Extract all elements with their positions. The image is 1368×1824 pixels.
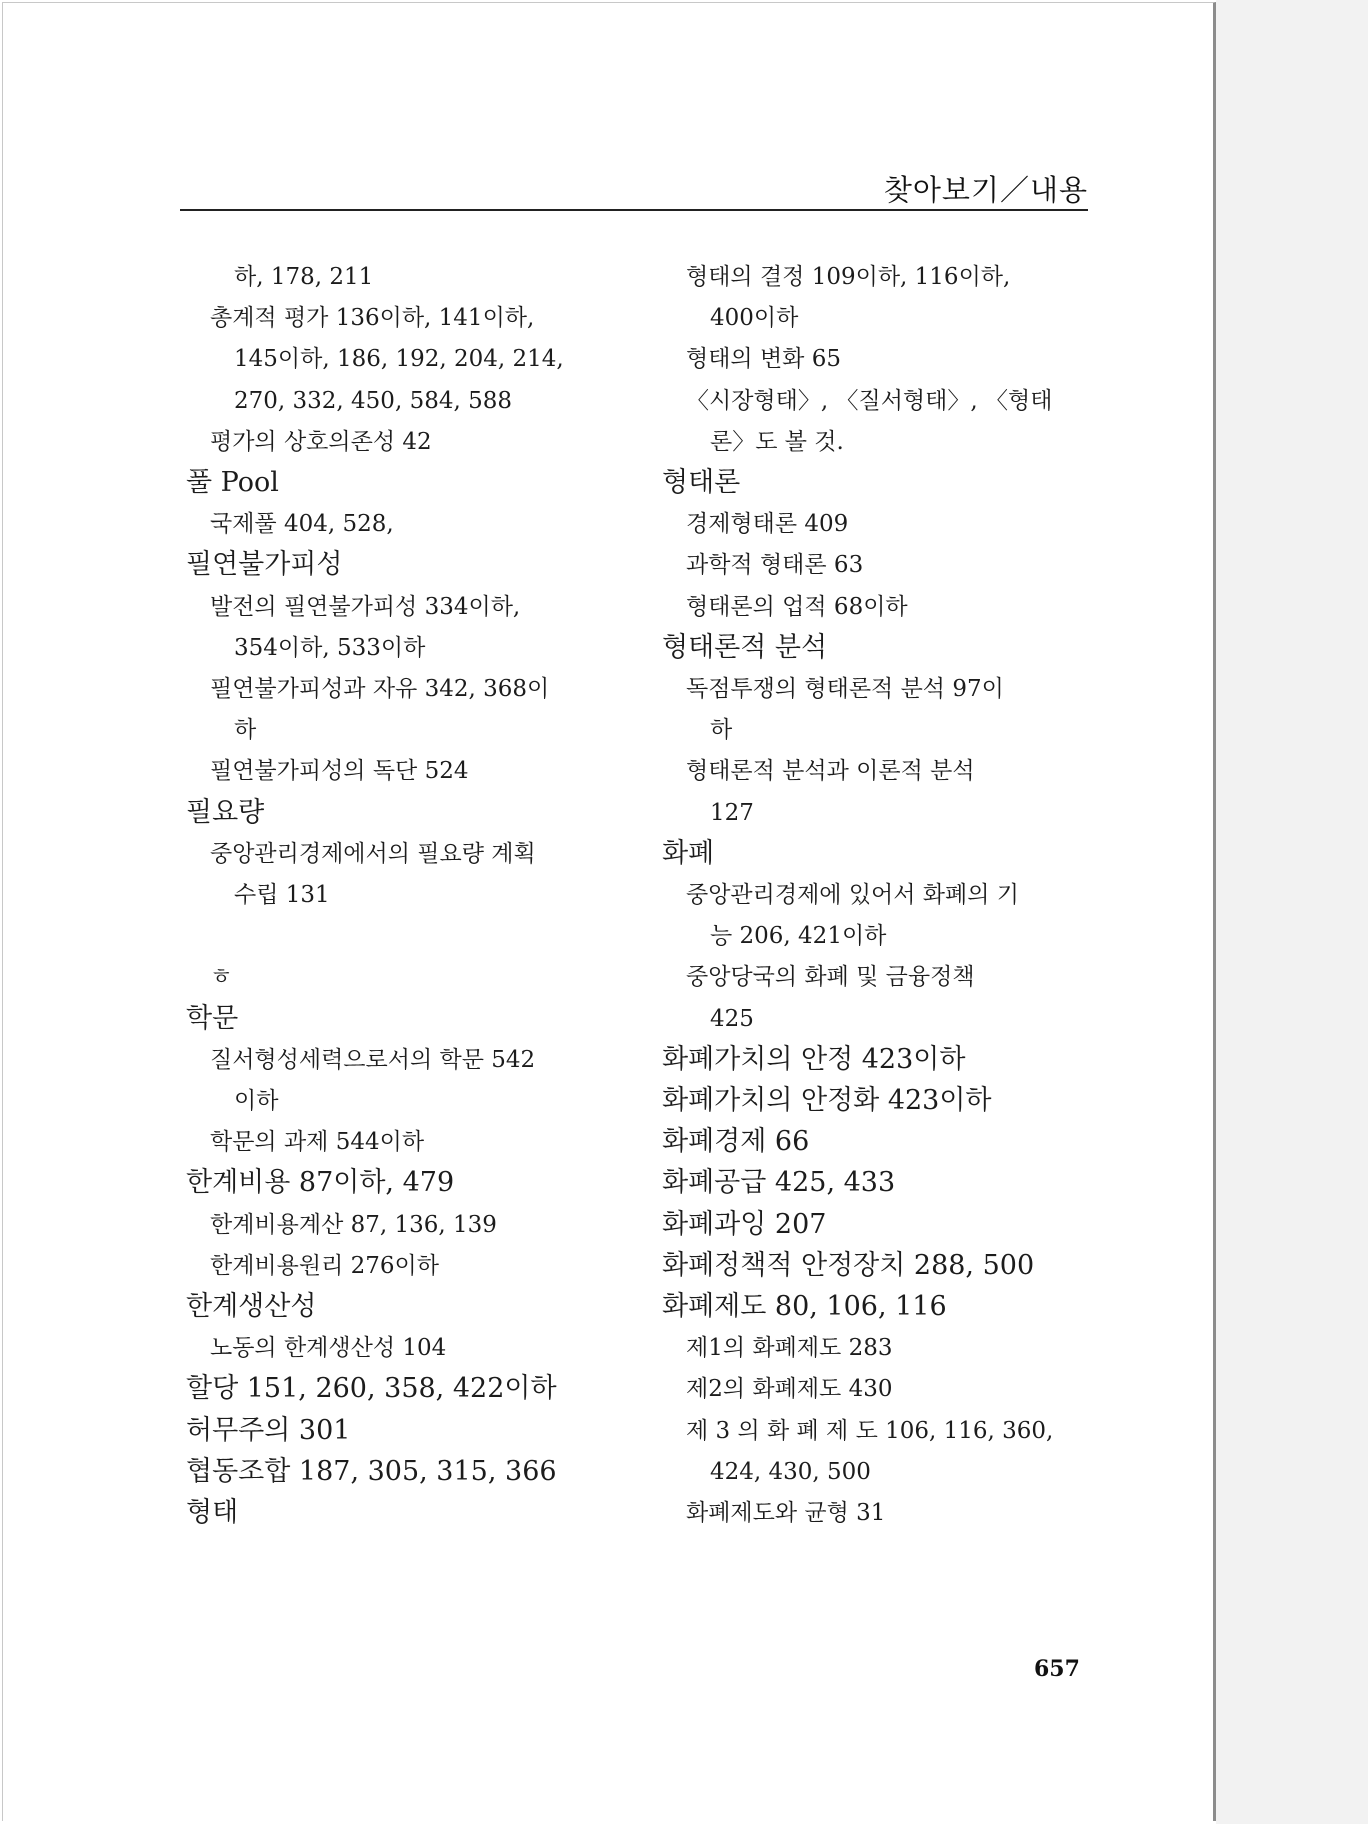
index-entry-heading: 형태론 <box>662 467 741 498</box>
index-subentry: 제 3 의 화 폐 제 도 106, 116, 360, <box>686 1418 1054 1444</box>
index-entry-continuation: 354이하, 533이하 <box>234 635 426 661</box>
index-entry-continuation: 론〉도 볼 것. <box>710 429 844 455</box>
index-subentry: 중앙관리경제에 있어서 화폐의 기 <box>686 882 1019 908</box>
index-entry-continuation: 425 <box>710 1006 754 1032</box>
index-subentry: 총계적 평가 136이하, 141이하, <box>210 305 535 331</box>
index-subentry: ㅎ <box>210 964 233 990</box>
index-entry-continuation: 능 206, 421이하 <box>710 923 887 949</box>
index-entry-heading: 형태론적 분석 <box>662 632 828 663</box>
index-subentry: 평가의 상호의존성 42 <box>210 429 432 455</box>
index-subentry: 중앙당국의 화폐 및 금융정책 <box>686 964 975 990</box>
index-entry-continuation: 127 <box>710 800 754 826</box>
index-subentry: 과학적 형태론 63 <box>686 552 864 578</box>
index-subentry: 한계비용원리 276이하 <box>210 1253 439 1279</box>
index-entry-heading: 형태 <box>186 1497 239 1528</box>
index-entry-continuation: 하 <box>234 717 257 743</box>
index-subentry: 한계비용계산 87, 136, 139 <box>210 1212 497 1238</box>
index-subentry: 노동의 한계생산성 104 <box>210 1335 447 1361</box>
index-subentry: 형태의 결정 109이하, 116이하, <box>686 264 1011 290</box>
index-column-right <box>662 262 1112 1622</box>
index-subentry: 필연불가피성의 독단 524 <box>210 758 469 784</box>
index-subentry: 형태론적 분석과 이론적 분석 <box>686 758 975 784</box>
index-subentry: 학문의 과제 544이하 <box>210 1129 425 1155</box>
running-header-title: 찾아보기／내용 <box>883 173 1088 207</box>
index-column-left <box>186 262 636 1622</box>
index-subentry: 형태의 변화 65 <box>686 346 841 372</box>
index-entry-continuation: 수립 131 <box>234 882 330 908</box>
index-entry-heading: 화폐제도 80, 106, 116 <box>662 1291 947 1322</box>
header-rule <box>180 209 1088 211</box>
index-entry-heading: 화폐공급 425, 433 <box>662 1167 896 1198</box>
index-entry-continuation: 270, 332, 450, 584, 588 <box>234 388 512 414</box>
index-subentry: 필연불가피성과 자유 342, 368이 <box>210 676 550 702</box>
index-entry-continuation: 하 <box>710 717 733 743</box>
index-subentry: 화폐제도와 균형 31 <box>686 1500 886 1526</box>
index-subentry: 제1의 화폐제도 283 <box>686 1335 893 1361</box>
index-subentry: 독점투쟁의 형태론적 분석 97이 <box>686 676 1004 702</box>
index-entry-continuation: 424, 430, 500 <box>710 1459 871 1485</box>
index-entry-heading: 화폐가치의 안정화 423이하 <box>662 1085 992 1116</box>
index-subentry: 형태론의 업적 68이하 <box>686 594 908 620</box>
index-subentry: 〈시장형태〉, 〈질서형태〉, 〈형태 <box>686 388 1053 414</box>
index-entry-heading: 필요량 <box>186 797 265 828</box>
index-entry-heading: 화폐정책적 안정장치 288, 500 <box>662 1250 1035 1281</box>
index-entry-heading: 할당 151, 260, 358, 422이하 <box>186 1373 557 1404</box>
index-subentry: 중앙관리경제에서의 필요량 계획 <box>210 841 536 867</box>
index-entry-continuation: 145이하, 186, 192, 204, 214, <box>234 346 564 372</box>
index-subentry: 국제풀 404, 528, <box>210 511 394 537</box>
index-entry-heading: 협동조합 187, 305, 315, 366 <box>186 1456 557 1487</box>
index-subentry: 제2의 화폐제도 430 <box>686 1376 893 1402</box>
index-entry-heading: 학문 <box>186 1003 239 1034</box>
viewer-gutter <box>1216 0 1368 1824</box>
index-entry-heading: 허무주의 301 <box>186 1415 351 1446</box>
index-entry-continuation: 하, 178, 211 <box>234 264 374 290</box>
index-entry-heading: 화폐경제 66 <box>662 1126 810 1157</box>
index-entry-heading: 화폐과잉 207 <box>662 1209 827 1240</box>
index-entry-heading: 한계생산성 <box>186 1291 317 1322</box>
page-number: 657 <box>1034 1656 1080 1682</box>
index-subentry: 경제형태론 409 <box>686 511 849 537</box>
index-entry-continuation: 이하 <box>234 1088 279 1114</box>
index-subentry: 발전의 필연불가피성 334이하, <box>210 594 521 620</box>
index-entry-continuation: 400이하 <box>710 305 799 331</box>
index-entry-heading: 필연불가피성 <box>186 549 343 580</box>
index-entry-heading: 풀 Pool <box>186 467 279 498</box>
index-subentry: 질서형성세력으로서의 학문 542 <box>210 1047 536 1073</box>
index-entry-heading: 화폐 <box>662 838 715 869</box>
index-entry-heading: 화폐가치의 안정 423이하 <box>662 1044 966 1075</box>
index-entry-heading: 한계비용 87이하, 479 <box>186 1167 455 1198</box>
